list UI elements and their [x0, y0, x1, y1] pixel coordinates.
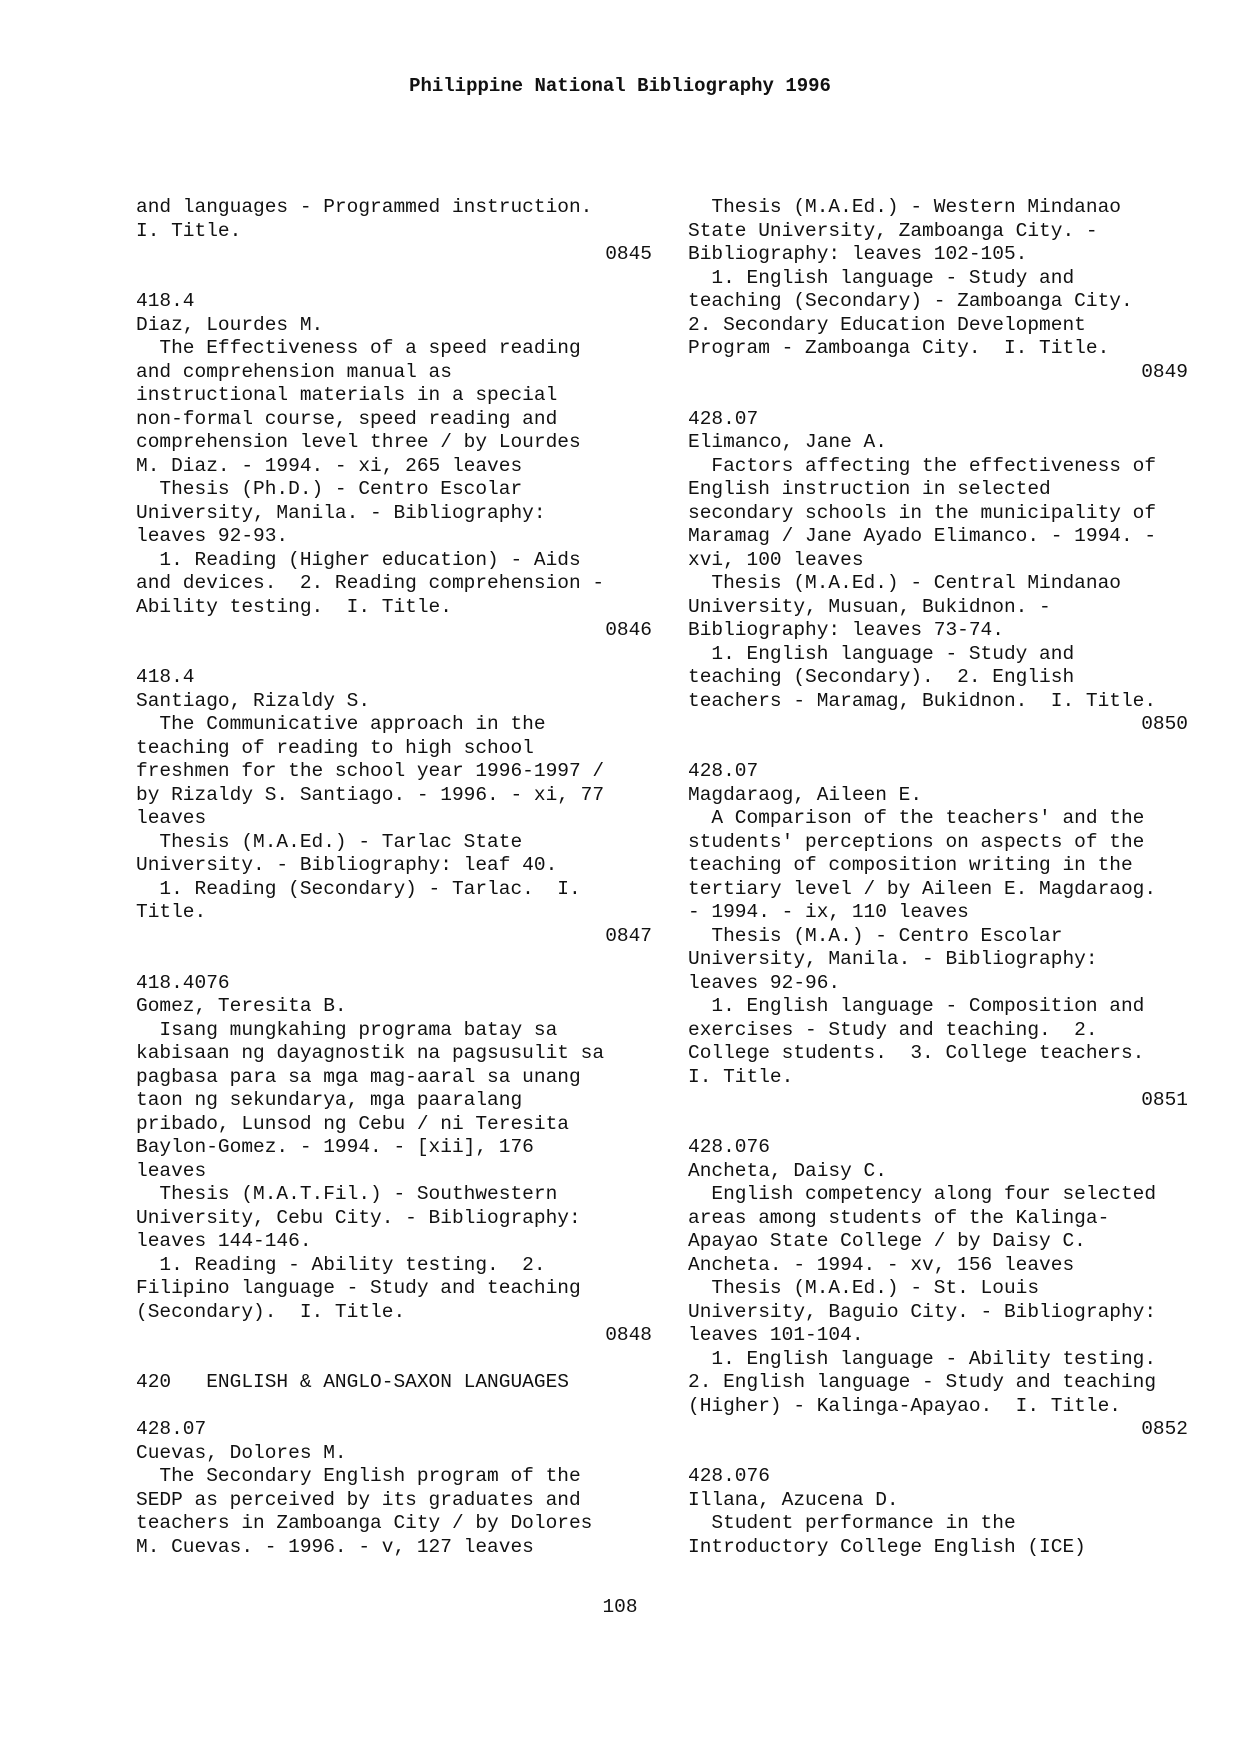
entry-line: SEDP as perceived by its graduates and — [136, 1488, 581, 1511]
entry-line: leaves — [136, 1159, 207, 1182]
entry-line: pribado, Lunsod ng Cebu / ni Teresita — [136, 1112, 569, 1135]
entry-line: 1. Reading (Secondary) - Tarlac. I. — [136, 877, 581, 900]
entry-line: leaves 92-93. — [136, 525, 289, 547]
entry-line: 428.07 — [688, 407, 759, 430]
bibliography-entry — [688, 196, 1188, 384]
entry-line: teaching of reading to high school — [136, 736, 534, 759]
entry-line: Program - Zamboanga City. I. Title. — [688, 337, 1110, 359]
entry-line: Gomez, Teresita B. — [136, 995, 347, 1017]
bibliography-entry — [136, 1418, 652, 1559]
entry-line: Diaz, Lourdes M. — [136, 313, 324, 336]
entry-line: Ability testing. I. Title. — [136, 595, 452, 618]
entry-line: College students. 3. College teachers. — [688, 1042, 1145, 1064]
entry-line: 418.4 — [136, 666, 195, 688]
entry-line: Thesis (Ph.D.) - Centro Escolar — [136, 478, 523, 500]
entry-line: State University, Zamboanga City. - — [688, 219, 1098, 242]
entry-line: 1. English language - Study and — [688, 266, 1075, 289]
entry-line: I. Title. — [688, 1065, 794, 1088]
entry-line: Thesis (M.A.Ed.) - Western Mindanao — [688, 196, 1121, 218]
entry-line: and comprehension manual as — [136, 360, 452, 383]
left-column — [136, 196, 652, 1559]
entry-line: teaching (Secondary). 2. English — [688, 666, 1075, 688]
entry-line: 1. English language - Ability testing. — [688, 1347, 1157, 1370]
entry-line: University, Cebu City. - Bibliography: — [136, 1206, 581, 1229]
entry-line: Bibliography: leaves 102-105. — [688, 243, 1028, 265]
entry-number: 0847 — [605, 924, 652, 947]
entry-line: The Communicative approach in the — [136, 713, 546, 735]
page-number: 108 — [602, 1596, 638, 1618]
entry-line: Thesis (M.A.Ed.) - Central Mindanao — [688, 572, 1121, 594]
entry-line: M. Cuevas. - 1996. - v, 127 leaves — [136, 1535, 534, 1558]
entry-spacer — [136, 948, 652, 972]
entry-line: Thesis (M.A.Ed.) - Tarlac State — [136, 830, 523, 853]
entry-line: Ancheta, Daisy C. — [688, 1159, 887, 1182]
entry-line: Title. — [136, 901, 207, 923]
entry-line: Bibliography: leaves 73-74. — [688, 619, 1004, 641]
entry-line: Illana, Azucena D. — [688, 1488, 899, 1511]
bibliography-entry — [688, 408, 1188, 737]
entry-line: teaching (Secondary) - Zamboanga City. — [688, 290, 1133, 312]
entry-spacer — [688, 1442, 1194, 1466]
bibliography-entry — [136, 666, 652, 948]
entry-line: Filipino language - Study and teaching — [136, 1277, 581, 1299]
entry-line: by Rizaldy S. Santiago. - 1996. - xi, 77 — [136, 783, 605, 806]
entry-line: Cuevas, Dolores M. — [136, 1441, 347, 1464]
entry-line: - 1994. - ix, 110 leaves — [688, 901, 969, 923]
bibliography-entry — [136, 196, 652, 267]
entry-line: instructional materials in a special — [136, 384, 558, 406]
entry-line: teaching of composition writing in the — [688, 854, 1133, 876]
entry-line: leaves 92-96. — [688, 971, 841, 994]
entry-line: 418.4076 — [136, 971, 230, 994]
entry-line: exercises - Study and teaching. 2. — [688, 1018, 1098, 1041]
entry-line: I. Title. — [136, 219, 242, 242]
entry-line: taon ng sekundarya, mga paaralang — [136, 1089, 523, 1111]
entry-line: tertiary level / by Aileen E. Magdaraog. — [688, 877, 1157, 900]
entry-line: comprehension level three / by Lourdes — [136, 431, 581, 453]
entry-line: freshmen for the school year 1996-1997 / — [136, 760, 605, 782]
entry-line: Magdaraog, Aileen E. — [688, 783, 923, 806]
entry-line: teachers - Maramag, Bukidnon. I. Title. — [688, 689, 1157, 712]
entry-line: 1. English language - Composition and — [688, 995, 1145, 1017]
bibliography-entry — [688, 1136, 1188, 1442]
entry-line: Elimanco, Jane A. — [688, 431, 887, 453]
entry-line: 428.07 — [688, 760, 759, 782]
entry-line: The Effectiveness of a speed reading — [136, 337, 581, 359]
entry-number: 0851 — [1141, 1089, 1188, 1111]
entry-line: 1. English language - Study and — [688, 642, 1075, 665]
entry-line: 418.4 — [136, 290, 195, 312]
right-column — [688, 196, 1194, 1559]
entry-spacer — [688, 1113, 1194, 1137]
entry-line: University, Baguio City. - Bibliography: — [688, 1300, 1157, 1323]
entry-spacer — [688, 384, 1194, 408]
running-head: Philippine National Bibliography 1996 — [409, 75, 831, 97]
entry-line: 428.076 — [688, 1136, 770, 1158]
entry-line: xvi, 100 leaves — [688, 548, 864, 571]
entry-spacer — [136, 1395, 652, 1419]
entry-line: students' perceptions on aspects of the — [688, 830, 1145, 853]
entry-line: 1. Reading (Higher education) - Aids — [136, 548, 581, 571]
entry-number: 0852 — [1141, 1418, 1188, 1440]
entry-spacer — [136, 643, 652, 667]
bibliography-entry — [688, 760, 1188, 1113]
bibliography-entry — [136, 972, 652, 1348]
entry-line: Student performance in the — [688, 1512, 1016, 1534]
entry-number: 0845 — [605, 243, 652, 265]
entry-number: 0846 — [605, 619, 652, 641]
entry-line: 1. Reading - Ability testing. 2. — [136, 1253, 546, 1276]
entry-line: 2. Secondary Education Development — [688, 313, 1086, 336]
entry-line: secondary schools in the municipality of — [688, 501, 1157, 524]
entry-line: Maramag / Jane Ayado Elimanco. - 1994. - — [688, 525, 1157, 547]
bibliography-entry — [136, 290, 652, 643]
entry-line: teachers in Zamboanga City / by Dolores — [136, 1512, 593, 1534]
entry-line: English instruction in selected — [688, 478, 1051, 500]
entry-line: leaves 144-146. — [136, 1230, 312, 1252]
entry-spacer — [136, 267, 652, 291]
entry-number: 0848 — [605, 1324, 652, 1346]
entry-line: Thesis (M.A.Ed.) - St. Louis — [688, 1277, 1040, 1299]
entry-line: University, Manila. - Bibliography: — [688, 948, 1098, 970]
entry-line: pagbasa para sa mga mag-aaral sa unang — [136, 1065, 581, 1088]
entry-line: A Comparison of the teachers' and the — [688, 807, 1145, 829]
entry-number: 0849 — [1141, 360, 1188, 383]
entry-line: (Higher) - Kalinga-Apayao. I. Title. — [688, 1394, 1121, 1417]
entry-line: leaves 101-104. — [688, 1324, 864, 1346]
entry-line: Introductory College English (ICE) — [688, 1535, 1086, 1558]
entry-line: Santiago, Rizaldy S. — [136, 689, 371, 712]
entry-line: and devices. 2. Reading comprehension - — [136, 572, 605, 594]
entry-line: The Secondary English program of the — [136, 1465, 581, 1487]
bibliography-entry — [136, 1371, 652, 1395]
entry-line: 420 ENGLISH & ANGLO-SAXON LANGUAGES — [136, 1371, 569, 1393]
entry-line: Thesis (M.A.T.Fil.) - Southwestern — [136, 1183, 558, 1205]
entry-line: University. - Bibliography: leaf 40. — [136, 854, 558, 876]
bibliography-entry — [688, 1465, 1188, 1559]
entry-line: 428.076 — [688, 1465, 770, 1487]
entry-line: M. Diaz. - 1994. - xi, 265 leaves — [136, 454, 523, 477]
entry-line: Ancheta. - 1994. - xv, 156 leaves — [688, 1253, 1075, 1276]
entry-line: Thesis (M.A.) - Centro Escolar — [688, 924, 1063, 947]
entry-line: Factors affecting the effectiveness of — [688, 454, 1157, 477]
entry-line: leaves — [136, 807, 207, 829]
entry-line: kabisaan ng dayagnostik na pagsusulit sa — [136, 1042, 605, 1064]
entry-line: non-formal course, speed reading and — [136, 407, 558, 430]
entry-line: 2. English language - Study and teaching — [688, 1371, 1157, 1393]
entry-spacer — [688, 737, 1194, 761]
entry-spacer — [136, 1348, 652, 1372]
entry-line: Apayao State College / by Daisy C. — [688, 1230, 1086, 1252]
entry-line: English competency along four selected — [688, 1183, 1157, 1205]
entry-line: (Secondary). I. Title. — [136, 1300, 406, 1323]
entry-line: 428.07 — [136, 1418, 207, 1440]
entry-line: University, Manila. - Bibliography: — [136, 501, 546, 524]
entry-line: University, Musuan, Bukidnon. - — [688, 595, 1051, 618]
entry-line: areas among students of the Kalinga- — [688, 1206, 1110, 1229]
entry-number: 0850 — [1141, 713, 1188, 735]
entry-line: Baylon-Gomez. - 1994. - [xii], 176 — [136, 1136, 534, 1158]
entry-line: Isang mungkahing programa batay sa — [136, 1018, 558, 1041]
entry-line: and languages - Programmed instruction. — [136, 196, 593, 218]
